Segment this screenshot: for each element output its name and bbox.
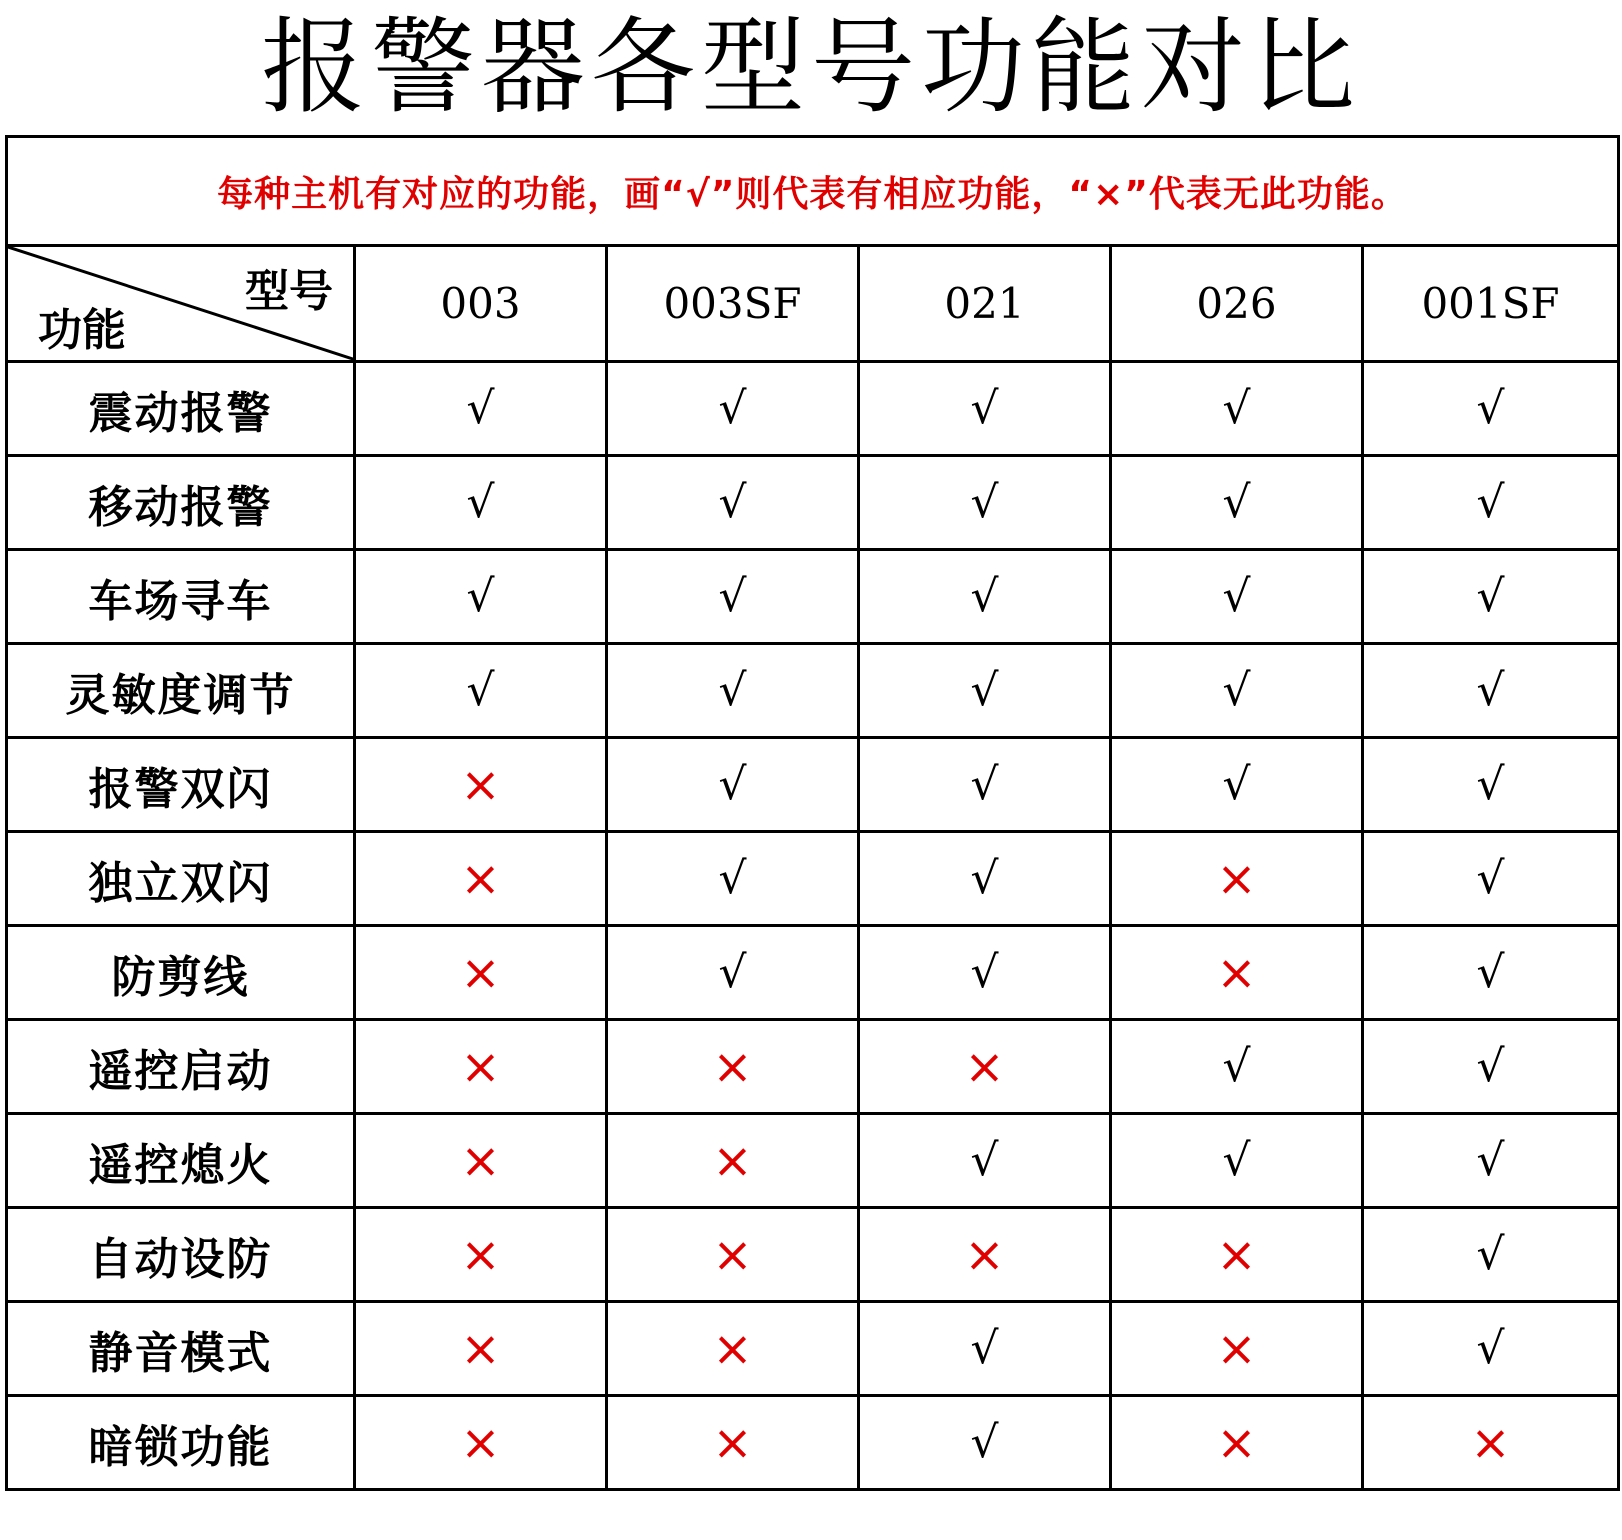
feature-label: 车场寻车 (7, 550, 355, 644)
check-mark-icon: √ (718, 665, 747, 716)
support-cell (607, 550, 859, 644)
cross-mark-icon: × (1216, 1226, 1257, 1283)
check-mark-icon: √ (1222, 1135, 1251, 1186)
cross-mark-icon: × (460, 756, 501, 813)
check-mark-icon: √ (970, 571, 999, 622)
support-cell (607, 1302, 859, 1396)
feature-label: 防剪线 (7, 926, 355, 1020)
check-mark-icon: √ (1222, 571, 1251, 622)
feature-label: 遥控熄火 (7, 1114, 355, 1208)
check-mark-icon: √ (970, 853, 999, 904)
check-mark-icon: √ (1222, 383, 1251, 434)
check-mark-icon: √ (718, 383, 747, 434)
cross-mark-icon: × (460, 944, 501, 1001)
check-mark-icon: √ (1476, 383, 1505, 434)
support-cell (1363, 1020, 1619, 1114)
support-cell (1363, 456, 1619, 550)
check-mark-icon: √ (1476, 947, 1505, 998)
support-cell (355, 456, 607, 550)
support-cell (607, 1208, 859, 1302)
cross-mark-icon: × (1216, 1320, 1257, 1377)
support-cell (1111, 1020, 1363, 1114)
check-mark-icon: √ (970, 1135, 999, 1186)
cross-mark-icon: × (1216, 850, 1257, 907)
support-cell (355, 1208, 607, 1302)
cross-mark-icon: × (460, 1038, 501, 1095)
support-cell (1111, 1302, 1363, 1396)
cross-mark-icon: × (460, 1226, 501, 1283)
legend-note-cell (7, 137, 1619, 246)
check-mark-icon: √ (718, 853, 747, 904)
feature-label: 灵敏度调节 (7, 644, 355, 738)
check-mark-icon: √ (1476, 571, 1505, 622)
support-cell (607, 362, 859, 456)
support-cell (859, 456, 1111, 550)
support-cell (859, 1114, 1111, 1208)
comparison-table (5, 135, 1620, 1491)
support-cell (607, 926, 859, 1020)
table-row (7, 456, 1619, 550)
support-cell (355, 550, 607, 644)
table-row (7, 1020, 1619, 1114)
support-cell (607, 1114, 859, 1208)
feature-label: 遥控启动 (7, 1020, 355, 1114)
support-cell (355, 926, 607, 1020)
table-row (7, 644, 1619, 738)
support-cell (1363, 1208, 1619, 1302)
support-cell (1111, 1114, 1363, 1208)
cross-mark-icon: × (1470, 1414, 1511, 1471)
feature-label: 移动报警 (7, 456, 355, 550)
support-cell (607, 1020, 859, 1114)
support-cell (859, 832, 1111, 926)
table-row (7, 550, 1619, 644)
table-row (7, 832, 1619, 926)
cross-mark-icon: × (460, 1320, 501, 1377)
feature-label: 自动设防 (7, 1208, 355, 1302)
support-cell (859, 738, 1111, 832)
support-cell (1111, 1396, 1363, 1490)
cross-mark-icon: × (1216, 1414, 1257, 1471)
check-mark-icon: √ (718, 759, 747, 810)
function-axis-label: 功能 (38, 305, 126, 356)
support-cell (355, 832, 607, 926)
cross-mark-icon: × (964, 1226, 1005, 1283)
feature-label: 静音模式 (7, 1302, 355, 1396)
support-cell (355, 1114, 607, 1208)
support-cell (859, 362, 1111, 456)
check-mark-icon: √ (1222, 1041, 1251, 1092)
check-mark-icon: √ (466, 383, 495, 434)
support-cell (859, 1396, 1111, 1490)
support-cell (607, 644, 859, 738)
support-cell (1111, 1208, 1363, 1302)
cross-mark-icon: × (1216, 944, 1257, 1001)
check-mark-icon: √ (718, 947, 747, 998)
check-mark-icon: √ (1222, 665, 1251, 716)
support-cell (859, 926, 1111, 1020)
check-mark-icon: √ (1476, 1323, 1505, 1374)
support-cell (355, 1396, 607, 1490)
support-cell (607, 738, 859, 832)
model-header-026: 026 (1111, 246, 1363, 362)
check-mark-icon: √ (718, 571, 747, 622)
cross-mark-icon: × (712, 1320, 753, 1377)
support-cell (859, 644, 1111, 738)
support-cell (1111, 456, 1363, 550)
support-cell (1111, 738, 1363, 832)
check-mark-icon: √ (1222, 759, 1251, 810)
check-mark-icon: √ (1476, 1135, 1505, 1186)
check-mark-icon: √ (1476, 759, 1505, 810)
model-header-003: 003 (355, 246, 607, 362)
support-cell (1111, 832, 1363, 926)
support-cell (859, 1208, 1111, 1302)
support-cell (1111, 644, 1363, 738)
table-row (7, 738, 1619, 832)
feature-label: 报警双闪 (7, 738, 355, 832)
support-cell (1363, 738, 1619, 832)
support-cell (1363, 926, 1619, 1020)
legend-note: 每种主机有对应的功能，画“√”则代表有相应功能，“×”代表无此功能。 (217, 173, 1408, 215)
check-mark-icon: √ (718, 477, 747, 528)
feature-label: 震动报警 (7, 362, 355, 456)
cross-mark-icon: × (712, 1414, 753, 1471)
support-cell (1363, 550, 1619, 644)
support-cell (1363, 1114, 1619, 1208)
table-row (7, 1396, 1619, 1490)
support-cell (355, 1020, 607, 1114)
support-cell (1363, 1396, 1619, 1490)
check-mark-icon: √ (1476, 1229, 1505, 1280)
support-cell (607, 1396, 859, 1490)
table-row (7, 1302, 1619, 1396)
check-mark-icon: √ (1222, 477, 1251, 528)
support-cell (355, 644, 607, 738)
model-header-001sf: 001SF (1363, 246, 1619, 362)
cross-mark-icon: × (964, 1038, 1005, 1095)
check-mark-icon: √ (970, 947, 999, 998)
check-mark-icon: √ (970, 1323, 999, 1374)
support-cell (355, 1302, 607, 1396)
table-row (7, 362, 1619, 456)
corner-header-cell (7, 246, 355, 362)
check-mark-icon: √ (466, 665, 495, 716)
cross-mark-icon: × (712, 1038, 753, 1095)
support-cell (1111, 926, 1363, 1020)
cross-mark-icon: × (712, 1132, 753, 1189)
support-cell (607, 456, 859, 550)
support-cell (355, 738, 607, 832)
check-mark-icon: √ (1476, 853, 1505, 904)
check-mark-icon: √ (1476, 665, 1505, 716)
model-header-021: 021 (859, 246, 1111, 362)
support-cell (1111, 550, 1363, 644)
support-cell (607, 832, 859, 926)
check-mark-icon: √ (970, 759, 999, 810)
support-cell (1363, 644, 1619, 738)
check-mark-icon: √ (466, 571, 495, 622)
support-cell (859, 1302, 1111, 1396)
model-header-003sf: 003SF (607, 246, 859, 362)
check-mark-icon: √ (970, 665, 999, 716)
feature-label: 暗锁功能 (7, 1396, 355, 1490)
check-mark-icon: √ (970, 1417, 999, 1468)
check-mark-icon: √ (970, 477, 999, 528)
table-row (7, 926, 1619, 1020)
header-row (7, 246, 1619, 362)
check-mark-icon: √ (970, 383, 999, 434)
table-row (7, 1208, 1619, 1302)
cross-mark-icon: × (460, 850, 501, 907)
table-row (7, 1114, 1619, 1208)
model-axis-label: 型号 (245, 266, 333, 317)
check-mark-icon: √ (1476, 477, 1505, 528)
support-cell (1363, 362, 1619, 456)
support-cell (355, 362, 607, 456)
support-cell (1111, 362, 1363, 456)
support-cell (859, 1020, 1111, 1114)
cross-mark-icon: × (460, 1132, 501, 1189)
support-cell (1363, 1302, 1619, 1396)
check-mark-icon: √ (1476, 1041, 1505, 1092)
check-mark-icon: √ (466, 477, 495, 528)
support-cell (859, 550, 1111, 644)
page-title: 报警器各型号功能对比 (260, 6, 1361, 128)
feature-label: 独立双闪 (7, 832, 355, 926)
cross-mark-icon: × (712, 1226, 753, 1283)
support-cell (1363, 832, 1619, 926)
cross-mark-icon: × (460, 1414, 501, 1471)
